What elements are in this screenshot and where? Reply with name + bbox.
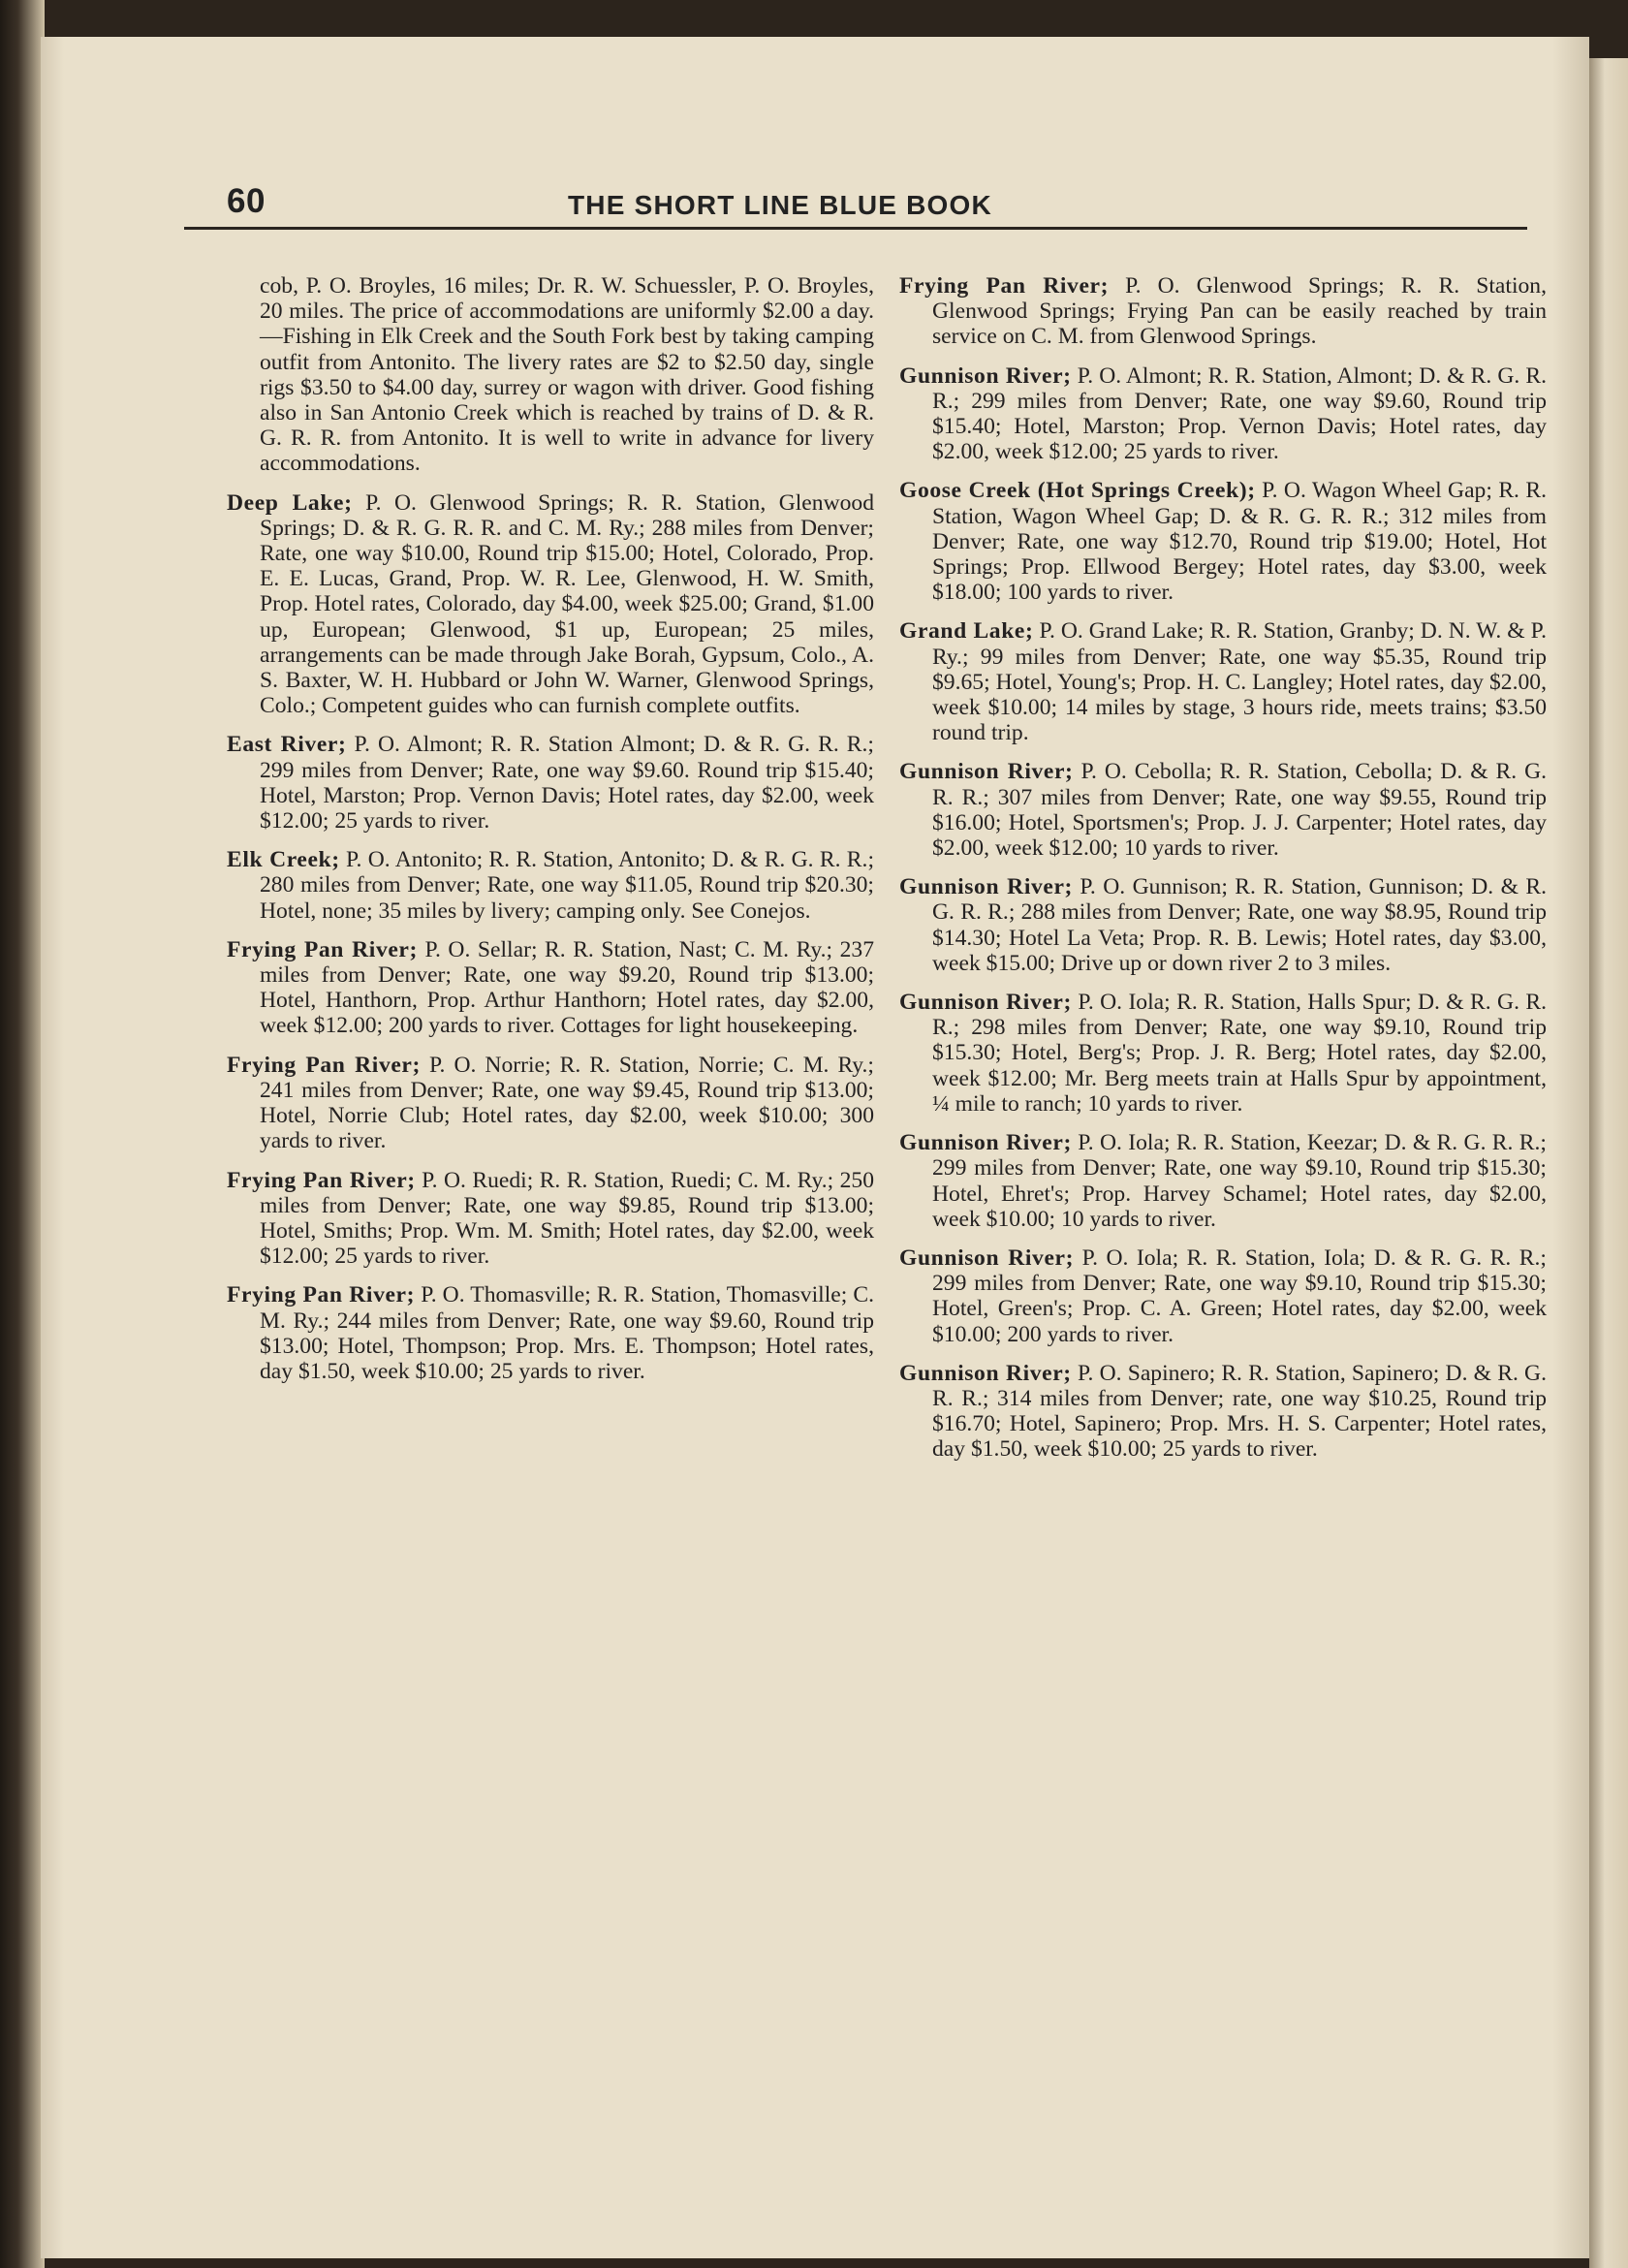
entry-text: P. O. Thomasville; R. R. Station, Thomasville; C. M. Ry.; 244 miles from Denver; Rate, one way $9.60, Round trip $13.00; Hotel, Thompson; Prop. Mrs. E. Thompson; Hotel rates, day $1.50, week $10.00; 25 yards to river. bbox=[260, 1282, 875, 1384]
entry-text: P. O. Iola; R. R. Station, Iola; D. & R. G. R. R.; 299 miles from Denver; Rate, one way $9.10, Round trip $15.30; Hotel, Green's; Prop. C. A. Green; Hotel rates, day $2.00, week $10.00; 200 yards to river. bbox=[932, 1244, 1547, 1347]
entry-text: P. O. Iola; R. R. Station, Halls Spur; D. & R. G. R. R.; 298 miles from Denver; Rate, one way $9.10, Round trip $15.30; Hotel, Berg's; Prop. J. R. Berg; Hotel rates, day $2.00, week $12.00; Mr. Berg meets train at Halls Spur by appointment, ¼ mile to ranch; 10 yards to river. bbox=[932, 990, 1547, 1117]
listing-entry bbox=[227, 490, 874, 719]
entry-heading: Deep Lake; bbox=[227, 489, 353, 516]
listing-entry bbox=[227, 1053, 874, 1154]
entry-text: cob, P. O. Broyles, 16 miles; Dr. R. W. Schuessler, P. O. Broyles, 20 miles. The price of accommodations are uniformly $2.00 a day.—Fishing in Elk Creek and the South Fork best by taking camping outfit from Antonito. The livery rates are $2 to $2.50 day, single rigs $3.50 to $4.00 day, surrey or wagon with driver. Good fishing also in San Antonio Creek which is reached by trains of D. & R. G. R. R. from Antonito. It is well to write in advance for livery accommodations. bbox=[260, 273, 874, 477]
facing-page-edge bbox=[1589, 58, 1628, 2268]
entry-text: P. O. Sellar; R. R. Station, Nast; C. M. Ry.; 237 miles from Denver; Rate, one way $9.20, Round trip $13.00; Hotel, Hanthorn, Prop. Arthur Hanthorn; Hotel rates, day $2.00, week $12.00; 200 yards to river. Cottages for light housekeeping. bbox=[260, 936, 874, 1039]
entry-heading: Frying Pan River; bbox=[899, 273, 1110, 299]
entry-text: P. O. Iola; R. R. Station, Keezar; D. & R. G. R. R.; 299 miles from Denver; Rate, one way $9.10, Round trip $15.30; Hotel, Ehret's; Prop. Harvey Schamel; Hotel rates, day $2.00, week $10.00; 10 yards to river. bbox=[932, 1130, 1547, 1232]
entry-heading: East River; bbox=[227, 732, 347, 758]
listing-entry bbox=[227, 937, 874, 1039]
listing-entry bbox=[899, 1130, 1547, 1232]
entry-heading: Gunnison River; bbox=[899, 990, 1072, 1016]
entry-text: P. O. Gunnison; R. R. Station, Gunnison; D. & R. G. R. R.; 288 miles from Denver; Rate, one way $8.95, Round trip $14.30; Hotel La Veta; Prop. R. B. Lewis; Hotel rates, day $3.00, week $15.00; Drive up or down river 2 to 3 miles. bbox=[932, 874, 1547, 976]
listing-entry bbox=[227, 1168, 874, 1270]
entry-heading: Frying Pan River; bbox=[227, 1052, 421, 1078]
page-number: 60 bbox=[227, 182, 266, 220]
entry-heading: Elk Creek; bbox=[227, 847, 340, 873]
entry-heading: Gunnison River; bbox=[899, 874, 1073, 900]
header-rule bbox=[184, 227, 1527, 230]
entry-text: P. O. Antonito; R. R. Station, Antonito; D. & R. G. R. R.; 280 miles from Denver; Rate, one way $11.05, Round trip $20.30; Hotel, none; 35 miles by livery; camping only. See Conejos. bbox=[260, 847, 875, 924]
listing-entry bbox=[899, 618, 1547, 745]
entry-text: P. O. Glenwood Springs; R. R. Station, Glenwood Springs; Frying Pan can be easily reached by train service on C. M. from Glenwood Springs. bbox=[932, 273, 1547, 350]
listing-entry bbox=[899, 273, 1547, 350]
running-head bbox=[182, 182, 1529, 231]
listing-entry bbox=[899, 874, 1547, 976]
entry-heading: Frying Pan River; bbox=[227, 1167, 416, 1193]
listing-entry bbox=[227, 273, 874, 477]
entry-heading: Gunnison River; bbox=[899, 1130, 1072, 1156]
listing-entry bbox=[899, 1361, 1547, 1463]
listing-entry bbox=[227, 732, 874, 834]
entry-heading: Gunnison River; bbox=[899, 1244, 1075, 1271]
entry-text: P. O. Almont; R. R. Station, Almont; D. & R. G. R. R.; 299 miles from Denver; Rate, one way $9.60, Round trip $15.40; Hotel, Marston; Prop. Vernon Davis; Hotel rates, day $2.00, week $12.00; 25 yards to river. bbox=[932, 362, 1547, 465]
entry-heading: Gunnison River; bbox=[899, 759, 1074, 785]
entry-heading: Frying Pan River; bbox=[227, 936, 418, 962]
listing-entry bbox=[899, 363, 1547, 465]
entry-text: P. O. Almont; R. R. Station Almont; D. & R. G. R. R.; 299 miles from Denver; Rate, one way $9.60. Round trip $15.40; Hotel, Marston; Prop. Vernon Davis; Hotel rates, day $2.00, week $12.00; 25 yards to river. bbox=[260, 732, 874, 835]
listing-entry bbox=[227, 847, 874, 924]
listing-entry bbox=[899, 478, 1547, 605]
entry-heading: Frying Pan River; bbox=[227, 1282, 416, 1308]
entry-text: P. O. Sapinero; R. R. Station, Sapinero; D. & R. G. R. R.; 314 miles from Denver; rate, one way $10.25, Round trip $16.70; Hotel, Sapinero; Prop. Mrs. H. S. Carpenter; Hotel rates, day $1.50, week $10.00; 25 yards to river. bbox=[932, 1360, 1547, 1463]
entry-heading: Gunnison River; bbox=[899, 1360, 1072, 1386]
listing-entry bbox=[899, 1245, 1547, 1347]
entry-heading: Grand Lake; bbox=[899, 618, 1034, 645]
entry-text: P. O. Glenwood Springs; R. R. Station, Glenwood Springs; D. & R. G. R. R. and C. M. Ry.; 288 miles from Denver; Rate, one way $10.00, Round trip $15.00; Hotel, Colorado, Prop. E. E. Lucas, Grand, Prop. W. R. Lee, Glenwood, H. W. Smith, Prop. Hotel rates, Colorado, day $4.00, week $25.00; Grand, $1.00 up, European; Glenwood, $1 up, European; 25 miles, arrangements can be made through Jake Borah, Gypsum, Colo., A. S. Baxter, W. H. Hubbard or John W. Warner, Glenwood Springs, Colo.; Competent guides who can furnish complete outfits. bbox=[260, 489, 874, 719]
entry-text: P. O. Cebolla; R. R. Station, Cebolla; D. & R. G. R. R.; 307 miles from Denver; Rate, one way $9.55, Round trip $16.00; Hotel, Sportsmen's; Prop. J. J. Carpenter; Hotel rates, day $2.00, week $12.00; 10 yards to river. bbox=[932, 759, 1548, 862]
book-title: THE SHORT LINE BLUE BOOK bbox=[568, 190, 992, 220]
listing-entry bbox=[899, 759, 1547, 861]
entry-text: P. O. Wagon Wheel Gap; R. R. Station, Wagon Wheel Gap; D. & R. G. R. R.; 312 miles from Denver; Rate, one way $12.70, Round trip $19.00; Hotel, Hot Springs; Prop. Ellwood Bergey; Hotel rates, day $3.00, week $18.00; 100 yards to river. bbox=[932, 478, 1547, 606]
left-column bbox=[227, 273, 874, 1398]
entry-text: P. O. Grand Lake; R. R. Station, Granby; D. N. W. & P. Ry.; 99 miles from Denver; Rate, one way $5.35, Round trip $9.65; Hotel, Young's; Prop. H. C. Langley; Hotel rates, day $2.00, week $10.00; 14 miles by stage, 3 hours ride, meets trains; $3.50 round trip. bbox=[932, 618, 1547, 746]
right-column bbox=[899, 273, 1547, 1476]
entry-text: P. O. Norrie; R. R. Station, Norrie; C. M. Ry.; 241 miles from Denver; Rate, one way $9.45, Round trip $13.00; Hotel, Norrie Club; Hotel rates, day $2.00, week $10.00; 300 yards to river. bbox=[260, 1052, 874, 1154]
book-spine-edge bbox=[0, 0, 45, 2268]
listing-entry bbox=[899, 990, 1547, 1117]
entry-heading: Goose Creek (Hot Springs Creek); bbox=[899, 478, 1256, 504]
entry-text: P. O. Ruedi; R. R. Station, Ruedi; C. M. Ry.; 250 miles from Denver; Rate, one way $9.85, Round trip $13.00; Hotel, Smiths; Prop. Wm. M. Smith; Hotel rates, day $2.00, week $12.00; 25 yards to river. bbox=[260, 1167, 874, 1270]
listing-entry bbox=[227, 1282, 874, 1384]
entry-heading: Gunnison River; bbox=[899, 362, 1072, 389]
